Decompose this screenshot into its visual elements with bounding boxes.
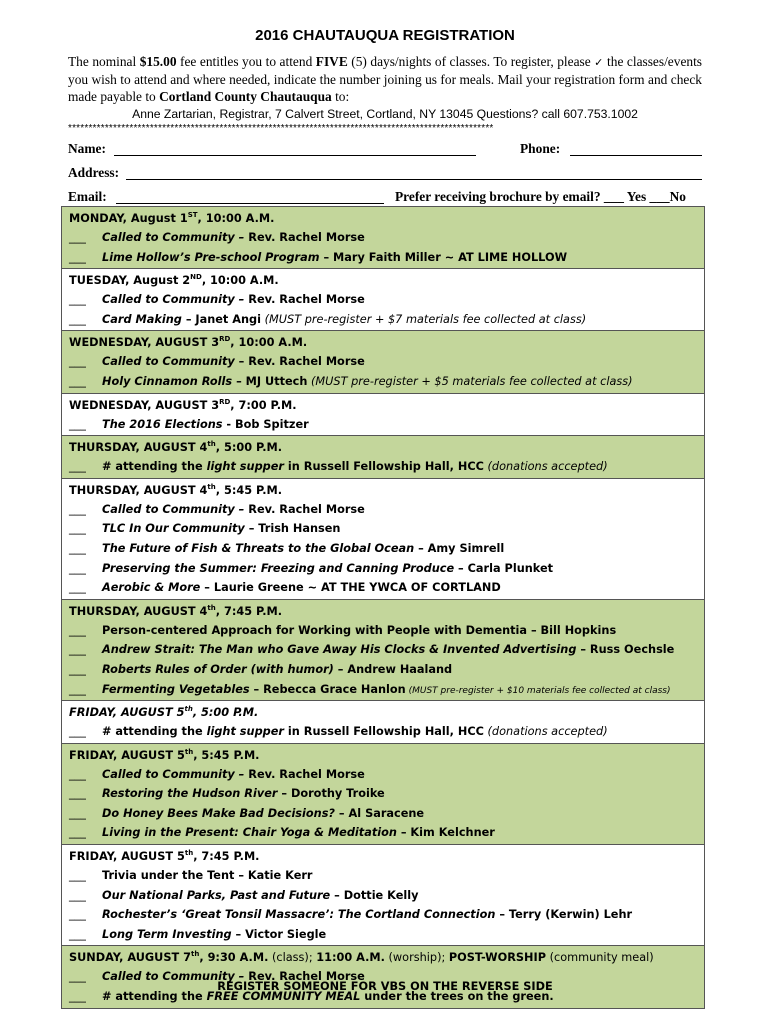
class-title: Holy Cinnamon Rolls — [102, 374, 233, 388]
checkbox-blank[interactable]: ___ — [69, 888, 86, 902]
time-note: (community meal) — [545, 951, 654, 965]
class-title: Preserving the Summer: Freezing and Canning Produce — [102, 561, 455, 575]
item-text: # attending the — [102, 990, 207, 1004]
checkbox-blank[interactable]: ___ — [69, 231, 86, 244]
class-option[interactable] — [69, 457, 704, 477]
intro-text: (5) days/nights of classes. To register, please — [347, 54, 595, 69]
instructor: – Trish Hansen — [244, 522, 341, 536]
date-suffix: th — [184, 849, 194, 858]
intro-text: fee entitles you to attend — [176, 54, 316, 69]
section-time: , 5:00 P.M. — [215, 441, 283, 455]
class-option[interactable] — [69, 765, 704, 785]
section-day: THURSDAY, AUGUST 4 — [69, 441, 208, 455]
time-note: (class); — [268, 951, 317, 965]
instructor: - Bob Spitzer — [222, 417, 309, 431]
class-option[interactable] — [69, 784, 704, 804]
class-title: Long Term Investing — [102, 927, 232, 941]
checkbox-blank[interactable]: ___ — [69, 502, 86, 516]
section-time: 11:00 A.M. — [316, 951, 385, 965]
class-option[interactable] — [69, 680, 704, 700]
intro-paragraph — [68, 53, 702, 106]
class-option[interactable] — [69, 804, 704, 824]
section-time: , 10:00 A.M. — [230, 336, 308, 350]
instructor: Rev. Rachel Morse — [248, 970, 365, 984]
instructor: – Janet Angi — [181, 312, 262, 326]
instructor: – Dottie Kelly — [330, 888, 419, 902]
class-option[interactable] — [69, 640, 704, 660]
class-title: Fermenting Vegetables — [102, 682, 250, 696]
intro-text: The nominal — [68, 54, 140, 69]
checkbox-blank[interactable]: ___ — [69, 355, 86, 369]
class-option[interactable] — [69, 621, 704, 641]
class-title: Restoring the Hudson River — [102, 787, 278, 801]
section-header — [69, 333, 704, 352]
checkbox-blank[interactable]: ___ — [69, 417, 86, 431]
instructor: – Victor Siegle — [231, 927, 327, 941]
checkbox-blank[interactable]: ___ — [69, 374, 86, 388]
section-day: FRIDAY, AUGUST 5 — [69, 748, 185, 762]
instructor: – Amy Simrell — [414, 541, 505, 555]
section-time: , 9:30 A.M. — [199, 951, 269, 965]
item-note: (MUST pre-register + $10 materials fee collected at class) — [405, 685, 671, 696]
intro-text: to: — [331, 89, 350, 105]
section-header — [69, 847, 704, 866]
section-header — [69, 703, 704, 722]
class-title: Lime Hollow’s Pre-school Program — [102, 250, 320, 264]
class-title: Andrew Strait: The Man who Gave Away His Clocks & Invented Advertising — [102, 643, 577, 657]
section-time: , 7:45 P.M. — [215, 604, 283, 618]
class-title: Do Honey Bees Make Bad Decisions? — [102, 806, 335, 820]
section-time: , 10:00 A.M. — [201, 274, 279, 288]
fee-amount: $15.00 — [139, 54, 177, 69]
item-note: (MUST pre-register + $7 materials fee collected at class) — [261, 312, 587, 326]
class-title: Called to Community – — [102, 502, 249, 516]
schedule-section — [62, 207, 704, 269]
section-day: SUNDAY, AUGUST 7 — [69, 951, 191, 965]
checkbox-blank[interactable]: ___ — [69, 581, 86, 595]
class-option[interactable] — [69, 519, 704, 539]
instructor: Rev. Rachel Morse — [248, 767, 365, 781]
class-title: light supper — [206, 725, 284, 739]
checkbox-blank[interactable]: ___ — [69, 787, 86, 801]
class-title: The Future of Fish & Threats to the Global Ocean — [102, 541, 415, 555]
date-suffix: th — [184, 747, 194, 756]
date-suffix: ST — [187, 211, 198, 219]
instructor: – Rebecca Grace Hanlon — [249, 682, 406, 696]
checkbox-blank[interactable]: ___ — [69, 869, 86, 883]
name-label: Name: — [68, 141, 106, 156]
section-time: , 10:00 A.M. — [197, 212, 275, 225]
item-text: Trivia under the Tent – Katie Kerr — [102, 869, 313, 883]
section-header — [69, 746, 704, 765]
class-option[interactable] — [69, 310, 704, 330]
class-option[interactable] — [69, 660, 704, 680]
item-note: (MUST pre-register + $5 materials fee collected at class) — [307, 374, 633, 388]
instructor: Rev. Rachel Morse — [248, 293, 365, 307]
section-day: MONDAY, August 1 — [69, 212, 188, 225]
section-day: FRIDAY, AUGUST 5 — [69, 706, 185, 720]
class-option[interactable] — [69, 415, 704, 435]
section-time: , 7:00 P.M. — [230, 398, 297, 412]
checkbox-blank[interactable]: ___ — [69, 662, 86, 676]
section-time: , 5:45 P.M. — [215, 483, 283, 497]
class-option[interactable] — [69, 539, 704, 559]
class-option[interactable] — [69, 722, 704, 742]
class-title: Called to Community – — [102, 293, 249, 307]
section-header — [69, 948, 704, 967]
star-divider: ******************************************************************************************************** — [68, 123, 494, 134]
schedule-section — [62, 600, 704, 701]
instructor: in Russell Fellowship Hall, HCC — [283, 460, 484, 474]
class-title: Called to Community – — [102, 970, 249, 984]
phone-field[interactable] — [570, 155, 702, 156]
footer-note: REGISTER SOMEONE FOR VBS ON THE REVERSE SIDE — [217, 980, 553, 993]
date-suffix: th — [184, 705, 193, 714]
section-day: THURSDAY, AUGUST 4 — [69, 483, 208, 497]
instructor: – MJ Uttech — [232, 374, 308, 388]
instructor: – Rev. Rachel Morse — [234, 355, 365, 369]
checkbox-blank[interactable]: ___ — [69, 643, 86, 657]
checkbox-blank[interactable]: ___ — [69, 927, 86, 941]
item-note: (donations accepted) — [483, 460, 608, 474]
schedule-section — [62, 394, 704, 437]
address-field[interactable] — [126, 179, 702, 180]
schedule-section — [62, 845, 704, 946]
item-note: (donations accepted) — [483, 725, 608, 739]
class-title: Living in the Present: Chair Yoga & Meditation — [102, 826, 397, 840]
checkbox-blank[interactable]: ___ — [69, 293, 86, 307]
checkbox-blank[interactable]: ___ — [69, 970, 86, 984]
five-label: FIVE — [315, 54, 348, 69]
checkbox-blank[interactable]: ___ — [69, 908, 86, 922]
class-option[interactable] — [69, 500, 704, 520]
class-option[interactable] — [69, 886, 704, 906]
section-day: WEDNESDAY, AUGUST 3 — [69, 398, 220, 412]
section-time: , 7:45 P.M. — [193, 850, 260, 864]
schedule-section — [62, 744, 704, 845]
class-option[interactable] — [69, 228, 704, 248]
class-title: Called to Community — [102, 355, 235, 369]
class-option[interactable] — [69, 248, 704, 268]
class-title: Called to Community – — [102, 767, 249, 781]
section-time: , 5:45 P.M. — [193, 748, 260, 762]
item-text: # attending the — [102, 725, 207, 739]
phone-label: Phone: — [520, 141, 561, 156]
section-time: , 5:00 P.M. — [192, 706, 259, 720]
schedule-section — [62, 331, 704, 393]
checkbox-blank[interactable]: ___ — [69, 561, 86, 575]
section-time: POST-WORSHIP — [448, 951, 546, 965]
class-title: The 2016 Elections — [102, 417, 223, 431]
instructor: – Russ Oechsle — [576, 643, 675, 657]
section-day: TUESDAY, August 2 — [69, 274, 191, 288]
class-option[interactable] — [69, 925, 704, 945]
date-suffix: th — [207, 603, 216, 612]
instructor: in Russell Fellowship Hall, HCC — [283, 725, 484, 739]
name-field[interactable] — [114, 155, 476, 156]
section-header — [69, 396, 704, 415]
page-title: 2016 CHAUTAUQUA REGISTRATION — [255, 27, 515, 44]
class-option[interactable] — [69, 823, 704, 843]
section-header — [69, 209, 704, 228]
payee-name: Cortland County Chautauqua — [159, 89, 332, 105]
section-header — [69, 271, 704, 290]
date-suffix: th — [207, 482, 216, 491]
instructor: Rev. Rachel Morse — [248, 502, 365, 516]
section-header — [69, 438, 704, 457]
registrar-info: Anne Zartarian, Registrar, 7 Calvert Street, Cortland, NY 13045 Questions? call 607.753.1002 — [132, 107, 638, 121]
class-title: light supper — [206, 460, 284, 474]
class-title: FREE COMMUNITY MEAL — [206, 990, 361, 1004]
checkbox-blank[interactable]: ___ — [69, 725, 86, 739]
date-suffix: th — [207, 440, 216, 449]
checkbox-blank[interactable]: ___ — [69, 806, 86, 820]
schedule-table — [61, 206, 705, 1009]
class-title: Rochester’s ‘Great Tonsil Massacre’: The Cortland Connection — [102, 908, 496, 922]
instructor: – Mary Faith Miller ~ AT LIME HOLLOW — [319, 250, 568, 264]
instructor: – Carla Plunket — [454, 561, 554, 575]
instructor: Rev. Rachel Morse — [248, 231, 365, 244]
date-suffix: RD — [219, 397, 231, 406]
item-text: Person-centered Approach for Working with People with Dementia – Bill Hopkins — [102, 623, 617, 637]
class-option[interactable] — [69, 905, 704, 925]
checkbox-blank[interactable]: ___ — [69, 767, 86, 781]
intro-text: the classes/events you wish to attend and where needed, indicate the number joining us for meals. Mail your registration form and check made payable to — [68, 54, 703, 105]
class-option[interactable] — [69, 559, 704, 579]
class-option[interactable] — [69, 352, 704, 372]
section-day: WEDNESDAY, AUGUST 3 — [69, 336, 220, 350]
section-header — [69, 481, 704, 500]
section-day: THURSDAY, AUGUST 4 — [69, 604, 208, 618]
checkmark-icon: ✓ — [594, 56, 604, 69]
class-title: Card Making — [102, 312, 182, 326]
schedule-section — [62, 436, 704, 479]
checkbox-blank[interactable]: ___ — [69, 826, 86, 840]
instructor: under the trees on the green. — [360, 990, 554, 1004]
checkbox-blank[interactable]: ___ — [69, 541, 86, 555]
checkbox-blank[interactable]: ___ — [69, 682, 86, 696]
instructor: – Andrew Haaland — [333, 662, 453, 676]
section-header — [69, 602, 704, 621]
class-title: Our National Parks, Past and Future — [102, 888, 331, 902]
class-option[interactable] — [69, 866, 704, 886]
date-suffix: RD — [219, 335, 231, 344]
date-suffix: ND — [190, 273, 202, 282]
item-text: # attending the — [102, 460, 207, 474]
class-title: Roberts Rules of Order (with humor) — [102, 662, 334, 676]
checkbox-blank[interactable]: ___ — [69, 990, 86, 1004]
date-suffix: th — [191, 950, 200, 959]
instructor: – Terry (Kerwin) Lehr — [495, 908, 633, 922]
time-note: (worship); — [384, 951, 449, 965]
email-label: Email: — [68, 189, 107, 204]
instructor: – Al Saracene — [335, 806, 425, 820]
schedule-section — [62, 479, 704, 600]
class-option[interactable] — [69, 372, 704, 392]
email-field[interactable] — [116, 203, 384, 204]
class-title: Called to Community – — [102, 231, 249, 244]
address-label: Address: — [68, 165, 120, 180]
checkbox-blank[interactable]: ___ — [69, 250, 86, 264]
schedule-section — [62, 701, 704, 744]
schedule-section — [62, 946, 704, 1008]
checkbox-blank[interactable]: ___ — [69, 312, 86, 326]
class-option[interactable] — [69, 290, 704, 310]
brochure-preference[interactable]: Prefer receiving brochure by email? ___ Yes ___No — [395, 189, 686, 204]
class-title: TLC In Our Community — [102, 522, 245, 536]
schedule-section — [62, 269, 704, 331]
checkbox-blank[interactable]: ___ — [69, 460, 86, 474]
instructor: – Kim Kelchner — [396, 826, 495, 840]
instructor: – Laurie Greene ~ AT THE YWCA OF CORTLAND — [200, 581, 501, 595]
instructor: – Dorothy Troike — [277, 787, 385, 801]
class-title: Aerobic & More — [102, 581, 201, 595]
section-day: FRIDAY, AUGUST 5 — [69, 850, 185, 864]
checkbox-blank[interactable]: ___ — [69, 522, 86, 536]
checkbox-blank[interactable]: ___ — [69, 623, 86, 637]
class-option[interactable] — [69, 578, 704, 598]
